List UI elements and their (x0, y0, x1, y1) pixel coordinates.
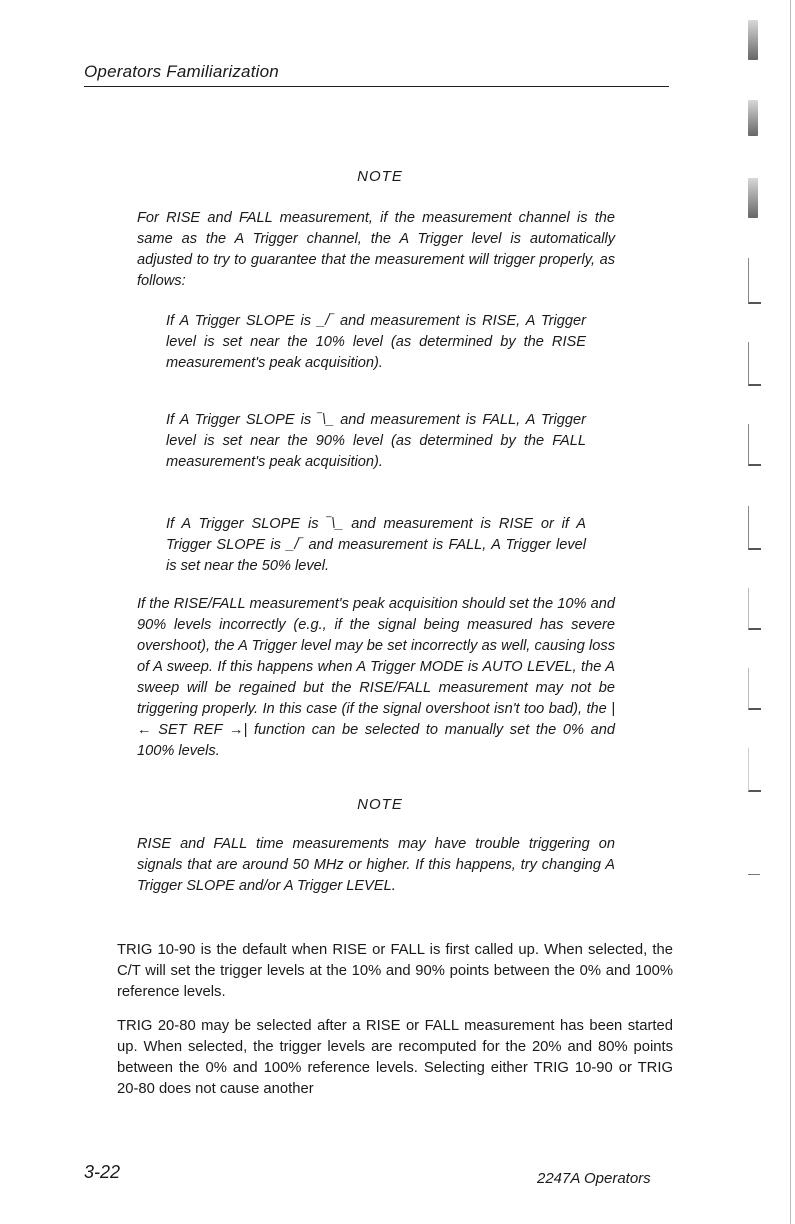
note-title: NOTE (357, 796, 403, 813)
note-intro-paragraph: For RISE and FALL measurement, if the measurement channel is the same as the A Trigger channel, the A Trigger level is automatically adjusted to try to guarantee that the measurement will trigger properly, as follows: (137, 210, 615, 289)
note-item-mixed: If A Trigger SLOPE is ‾\_ and measurement is RISE or if A Trigger SLOPE is _/‾ and measurement is FALL, A Trigger level is set near the 50% level. (166, 516, 586, 574)
edge-tab-mark (748, 748, 761, 792)
note-item-rise: If A Trigger SLOPE is _/‾ and measurement is RISE, A Trigger level is set near the 10% level (as determined by the RISE measurement's peak acquisition). (166, 313, 586, 371)
edge-tab-mark (748, 588, 761, 630)
rise-fall-paragraph: If the RISE/FALL measurement's peak acquisition should set the 10% and 90% levels incorrectly (e.g., if the signal being measured has severe overshoot), the A Trigger level may be set incorrectly as well, causing loss of A sweep. If this happens when A Trigger MODE is AUTO LEVEL, the A sweep will be regained but the RISE/FALL measurement may not be triggering properly. In this case (if the signal overshoot isn't too bad), the |← SET REF →| function can be selected to manually set the 0% and 100% levels. (137, 596, 615, 759)
note-item-fall: If A Trigger SLOPE is ‾\_ and measurement is FALL, A Trigger level is set near the 90% level (as determined by the FALL measurement's peak acquisition). (166, 412, 586, 470)
note-title: NOTE (357, 168, 403, 185)
edge-tab-mark (748, 258, 761, 304)
body-paragraph-trig-20-80: TRIG 20-80 may be selected after a RISE or FALL measurement has been started up. When selected, the trigger levels are recomputed for the 20% and 80% points between the 0% and 100% reference levels. Selecting either TRIG 10-90 or TRIG 20-80 does not cause another (117, 1018, 673, 1097)
edge-tab-mark (748, 424, 761, 466)
page-number: 3-22 (84, 1162, 121, 1182)
page-header-title: Operators Familiarization (84, 62, 669, 87)
edge-tab-mark (748, 850, 760, 875)
edge-tab-mark (748, 178, 758, 218)
edge-tab-mark (748, 506, 761, 550)
edge-tab-mark (748, 668, 761, 710)
body-paragraph-trig-10-90: TRIG 10-90 is the default when RISE or FALL is first called up. When selected, the C/T will set the trigger levels at the 10% and 90% points between the 0% and 100% reference levels. (117, 942, 673, 1000)
edge-tab-mark (748, 342, 761, 386)
page-edge-line (790, 0, 791, 1224)
edge-tab-mark (748, 100, 758, 136)
manual-name: 2247A Operators (537, 1170, 651, 1187)
note-body-paragraph: RISE and FALL time measurements may have trouble triggering on signals that are around 50 MHz or higher. If this happens, try changing A Trigger SLOPE and/or A Trigger LEVEL. (137, 836, 615, 894)
page-edge-tabs (740, 0, 795, 1224)
edge-tab-mark (748, 20, 758, 60)
